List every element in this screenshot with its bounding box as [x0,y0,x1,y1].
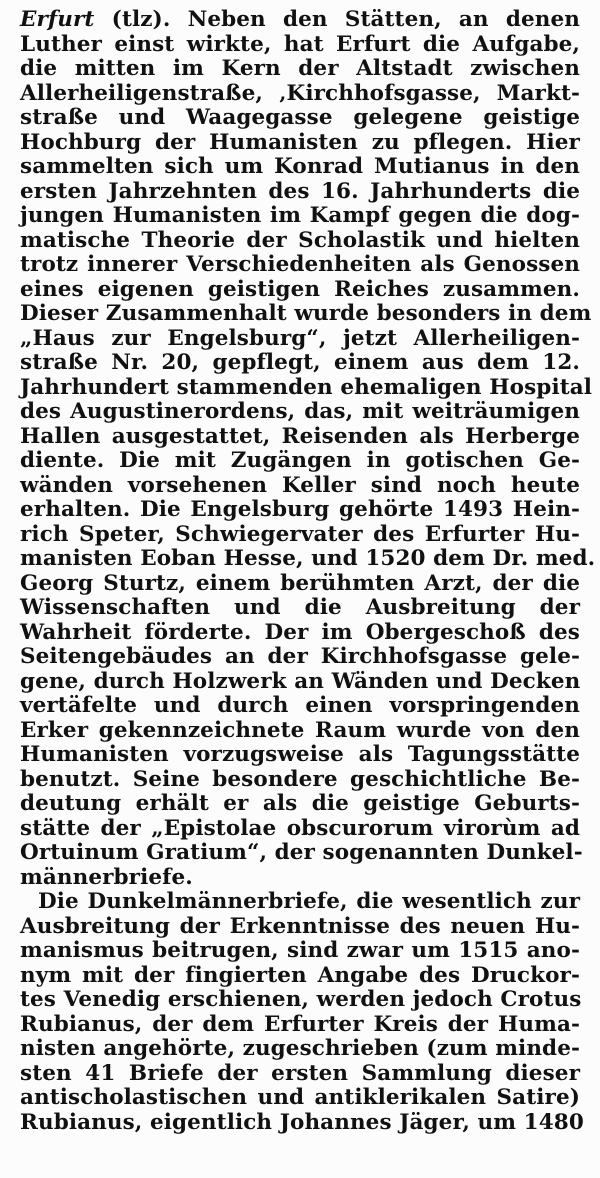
article-text [20,7,596,1135]
article-line [20,449,580,474]
article-line [20,57,580,82]
article-line [20,988,580,1013]
article-line [20,8,580,33]
line-text: sten 41 Briefe der ersten Sammlung dieser [20,1060,580,1086]
article-line [20,915,580,940]
article-line [20,572,580,597]
line-text: Ortuinum Gratium“, der sogenannten Dunkel- [20,840,583,865]
article-line [20,546,596,572]
article-line [20,670,580,695]
article-line [20,890,580,915]
article-line [20,278,580,303]
line-text: Die Dunkelmännerbriefe, die wesentlich zur [38,889,580,914]
line-text: gene, durch Holzwerk an Wänden und Decken [20,668,581,694]
line-text: benutzt. Seine besondere geschichtliche Be- [20,766,580,792]
article-line [20,596,580,621]
article-line [20,155,580,180]
line-text: Humanisten vorzugsweise als Tagungsstätte [20,742,580,767]
article-line [20,351,580,376]
line-text: Luther einst wirkte, hat Erfurt die Aufgabe, [20,31,580,57]
article-line [20,1086,580,1111]
article-line [20,229,580,254]
article-line [20,964,580,989]
line-text: wänden vorsehenen Keller sind noch heute [20,472,580,498]
line-text: stätte der „Epistolae obscurorum virorùm ad [20,815,580,841]
line-text: eines eigenen geistigen Reiches zusammen. [20,276,580,302]
line-text: nym mit der fingierten Angabe des Druckor- [20,962,580,988]
line-text: (tlz). Neben den Stätten, an denen [94,7,580,32]
article-line [20,1062,580,1087]
article-line [20,131,580,156]
article-line [20,792,580,817]
article-line [20,1037,580,1062]
line-text: Jahrhundert stammenden ehemaligen Hospital [20,374,593,400]
line-text: Wahrheit förderte. Der im Obergeschoß des [20,619,580,645]
line-text: deutung erhält er als die geistige Geburts- [20,791,580,816]
line-text: Ausbreitung der Erkenntnisse des neuen Hu- [20,913,580,939]
article-line [20,400,580,425]
line-text: vertäfelte und durch einen vorspringenden [20,693,580,718]
article-line [20,180,580,205]
line-text: nisten angehörte, zugeschrieben (zum minde- [20,1036,580,1061]
line-text: Hallen ausgestattet, Reisenden als Herberge [20,423,580,449]
article-line [20,768,580,793]
line-text: ersten Jahrzehnten des 16. Jahrhunderts die [20,178,580,204]
article-line [20,939,580,964]
line-text: Georg Sturtz, einem berühmten Arzt, der die [20,570,580,596]
article-line [20,204,580,229]
article-line [20,498,580,523]
line-text: Erker gekennzeichnete Raum wurde von den [20,717,580,743]
dateline: Erfurt [20,7,95,32]
line-text: manisten Eoban Hesse, und 1520 dem Dr. med. [20,546,596,571]
article-line [20,1013,580,1038]
article-line [20,106,580,131]
article-line [20,425,580,450]
article-line [20,1109,584,1136]
article-line [20,645,580,670]
article-line [20,840,583,866]
line-text: rich Speter, Schwiegervater des Erfurter Hu- [20,521,580,547]
line-text: straße Nr. 20, gepflegt, einem aus dem 12. [20,350,580,375]
article-line [20,474,580,499]
line-text: tes Venedig erschienen, werden jedoch Crotus [20,987,582,1012]
line-text: erhalten. Die Engelsburg gehörte 1493 Hein- [20,497,580,522]
line-text: manismus beitrugen, sind zwar um 1515 ano- [20,938,580,963]
article-line [20,253,580,278]
article-line [20,301,592,327]
article-line [20,817,580,842]
article-line [20,694,580,719]
article-line [20,866,580,891]
line-text: Dieser Zusammenhalt wurde besonders in dem [20,301,592,326]
line-text: trotz innerer Verschiedenheiten als Genossen [20,252,580,277]
line-text: Wissenschaften und die Ausbreitung der [20,595,580,620]
line-text: straße und Waagegasse gelegene geistige [20,105,580,130]
article-line [20,374,593,401]
line-text: jungen Humanisten im Kampf gegen die dog- [20,203,580,228]
line-text: Hochburg der Humanisten zu pflegen. Hier [20,129,580,155]
line-text: Rubianus, der dem Erfurter Kreis der Huma- [20,1011,580,1037]
line-text: Rubianus, eigentlich Johannes Jäger, um 1480 [20,1109,584,1135]
line-text: sammelten sich um Konrad Mutianus in den [20,154,580,179]
article-line [20,523,580,548]
article-line [20,743,580,768]
article-line [20,82,580,107]
line-text: Seitengebäudes an der Kirchhofsgasse gele- [20,644,580,669]
line-text: des Augustinerordens, das, mit weiträumigen [20,399,580,424]
article-line [20,33,580,58]
article-line [20,621,580,646]
line-text: matische Theorie der Scholastik und hielten [20,227,580,253]
line-text: die mitten im Kern der Altstadt zwischen [20,56,580,81]
line-text: männerbriefe. [20,864,193,890]
article-line [20,327,580,352]
line-text: „Haus zur Engelsburg“, jetzt Allerheiligen- [20,325,580,351]
article-line [20,719,580,744]
line-text: antischolastischen und antiklerikalen Satire) [20,1085,580,1110]
line-text: diente. Die mit Zugängen in gotischen Ge- [20,448,580,473]
line-text: Allerheiligenstraße, ‚Kirchhofsgasse, Markt- [20,80,580,106]
